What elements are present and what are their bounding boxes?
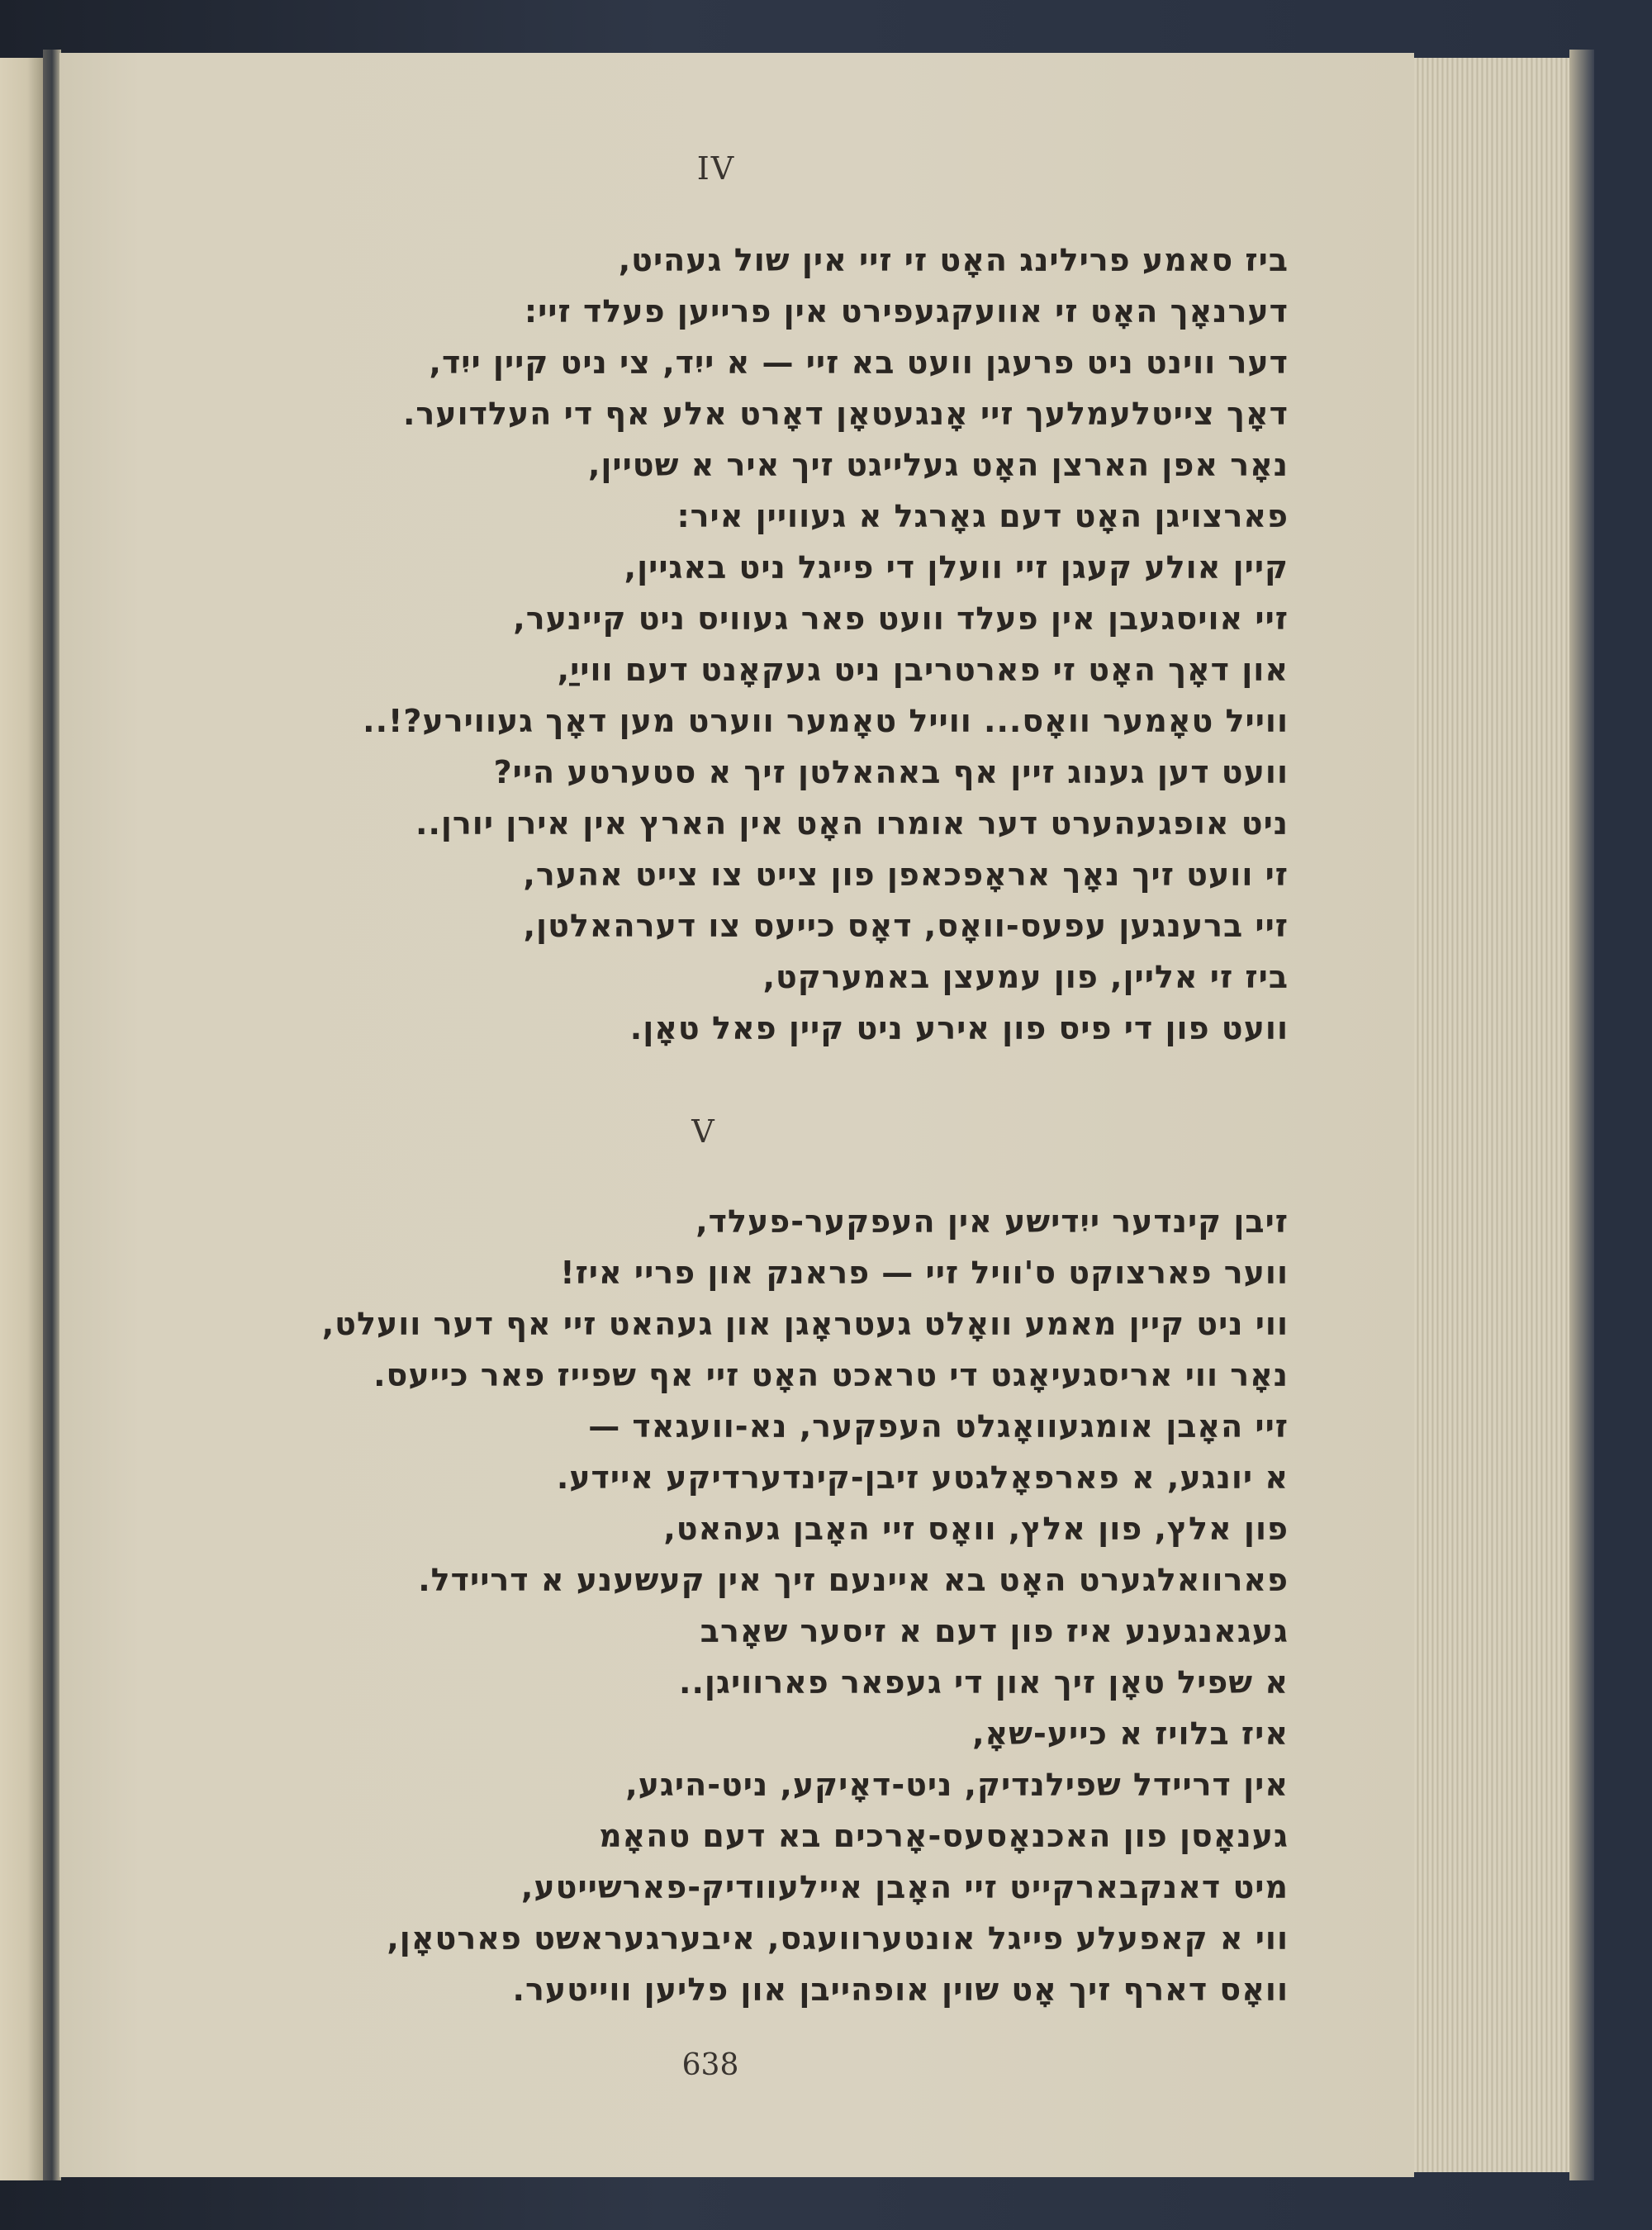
verse-line: זיי ברענגען עפעס-וואָס, דאָס כייעס צו דערהאלטן, <box>523 908 1289 944</box>
verse-line: א שפיל טאָן זיך און די געפאר פארוויגן.. <box>679 1664 1289 1701</box>
verse-line: דער ווינט ניט פרעגן וועט בא זיי — א ייִד, צי ניט קיין ייִד, <box>429 344 1289 381</box>
verse-line: ווי ניט קיין מאמע וואָלט געטראָגן און געהאט זיי אף דער וועלט, <box>321 1306 1289 1342</box>
page-number: 638 <box>681 2048 739 2082</box>
verse-line: נאָר ווי אריסגעיאָגט די טראכט האָט זיי אף שפייז פאר כייעס. <box>373 1357 1289 1393</box>
verse-line: נאָר אפן הארצן האָט געלייגט זיך איר א שטיין, <box>587 447 1289 483</box>
verse-line: פארוואלגערט האָט בא איינעם זיך אין קעשענע א דריידל. <box>418 1562 1289 1598</box>
verse-line: אין דריידל שפילנדיק, ניט-דאָיקע, ניט-היגע, <box>625 1767 1289 1803</box>
section-iv-text <box>190 235 1289 1054</box>
page-stack-edges <box>1414 58 1588 2172</box>
verse-line: ווייל טאָמער וואָס... ווייל טאָמער ווערט מען דאָך געווירע?!.. <box>363 703 1289 739</box>
verse-line: קיין אולע קעגן זיי וועלן די פייגל ניט באגיין, <box>624 549 1289 586</box>
section-v-text <box>190 1196 1289 2015</box>
verse-line: גענאָסן פון האכנאָסעס-אָרכים בא דעם טהאָמ <box>599 1818 1289 1854</box>
verse-line: געגאנגענע איז פון דעם א זיסער שאָרב <box>700 1613 1289 1649</box>
verse-line: פון אלץ, פון אלץ, וואָס זיי האָבן געהאט, <box>663 1511 1289 1547</box>
verse-line: מיט דאנקבארקייט זיי האָבן איילעוודיק-פארשייטע, <box>520 1869 1289 1905</box>
section-heading-v: V <box>691 1113 716 1150</box>
left-page-edge <box>0 58 45 2180</box>
verse-line: דערנאָך האָט זי אוועקגעפירט אין פרייען פעלד זיי: <box>524 293 1289 330</box>
verse-line: א יונגע, א פארפאָלגטע זיבן-קינדערדיקע איידע. <box>556 1459 1289 1496</box>
verse-line: זיי אויסגעבן אין פעלד וועט פאר געוויס ניט קיינער, <box>513 600 1289 637</box>
book-gutter <box>43 50 61 2180</box>
verse-line: ווער פארצוקט ס'וויל זיי — פראנק און פריי איז! <box>560 1255 1289 1291</box>
verse-line: דאָך צייטלעמלעך זיי אָנגעטאָן דאָרט אלע אף די העלדוער. <box>402 396 1289 432</box>
verse-line: זיבן קינדער ייִדישע אין העפקער-פעלד, <box>695 1203 1289 1240</box>
page-stack-shadow <box>1569 50 1594 2180</box>
verse-line: איז בלויז א כייע-שאָ, <box>972 1715 1289 1752</box>
verse-line: ניט אופגעהערט דער אומרו האָט אין הארץ אין אירן יורן.. <box>415 805 1289 842</box>
verse-line: ביז סאמע פרילינג האָט זי זיי אין שול געהיט, <box>618 242 1289 278</box>
verse-line: וועט דען גענוג זיין אף באהאלטן זיך א סטערטע היי? <box>493 754 1289 790</box>
verse-line: זיי האָבן אומגעוואָגלט העפקער, נא-וועגאד — <box>588 1408 1289 1445</box>
verse-line: וועט פון די פיס פון אירע ניט קיין פאל טאָן. <box>629 1010 1289 1046</box>
verse-line: און דאָך האָט זי פארטריבן ניט געקאָנט דעם ווייַ, <box>557 652 1289 688</box>
verse-line: זי וועט זיך נאָך אראָפכאפן פון צייט צו צייט אהער, <box>523 856 1289 893</box>
verse-line: פארצויגן האָט דעם גאָרגל א געוויין איר: <box>676 498 1289 534</box>
verse-line: וואָס דארף זיך אָט שוין אופהייבן און פליען ווייטער. <box>512 1971 1289 2008</box>
verse-line: ביז זי אליין, פון עמעצן באמערקט, <box>762 959 1289 995</box>
section-heading-iv: IV <box>696 150 736 187</box>
verse-line: ווי א קאפעלע פייגל אונטערוועגס, איבערגעראשט פארטאָן, <box>387 1920 1289 1957</box>
